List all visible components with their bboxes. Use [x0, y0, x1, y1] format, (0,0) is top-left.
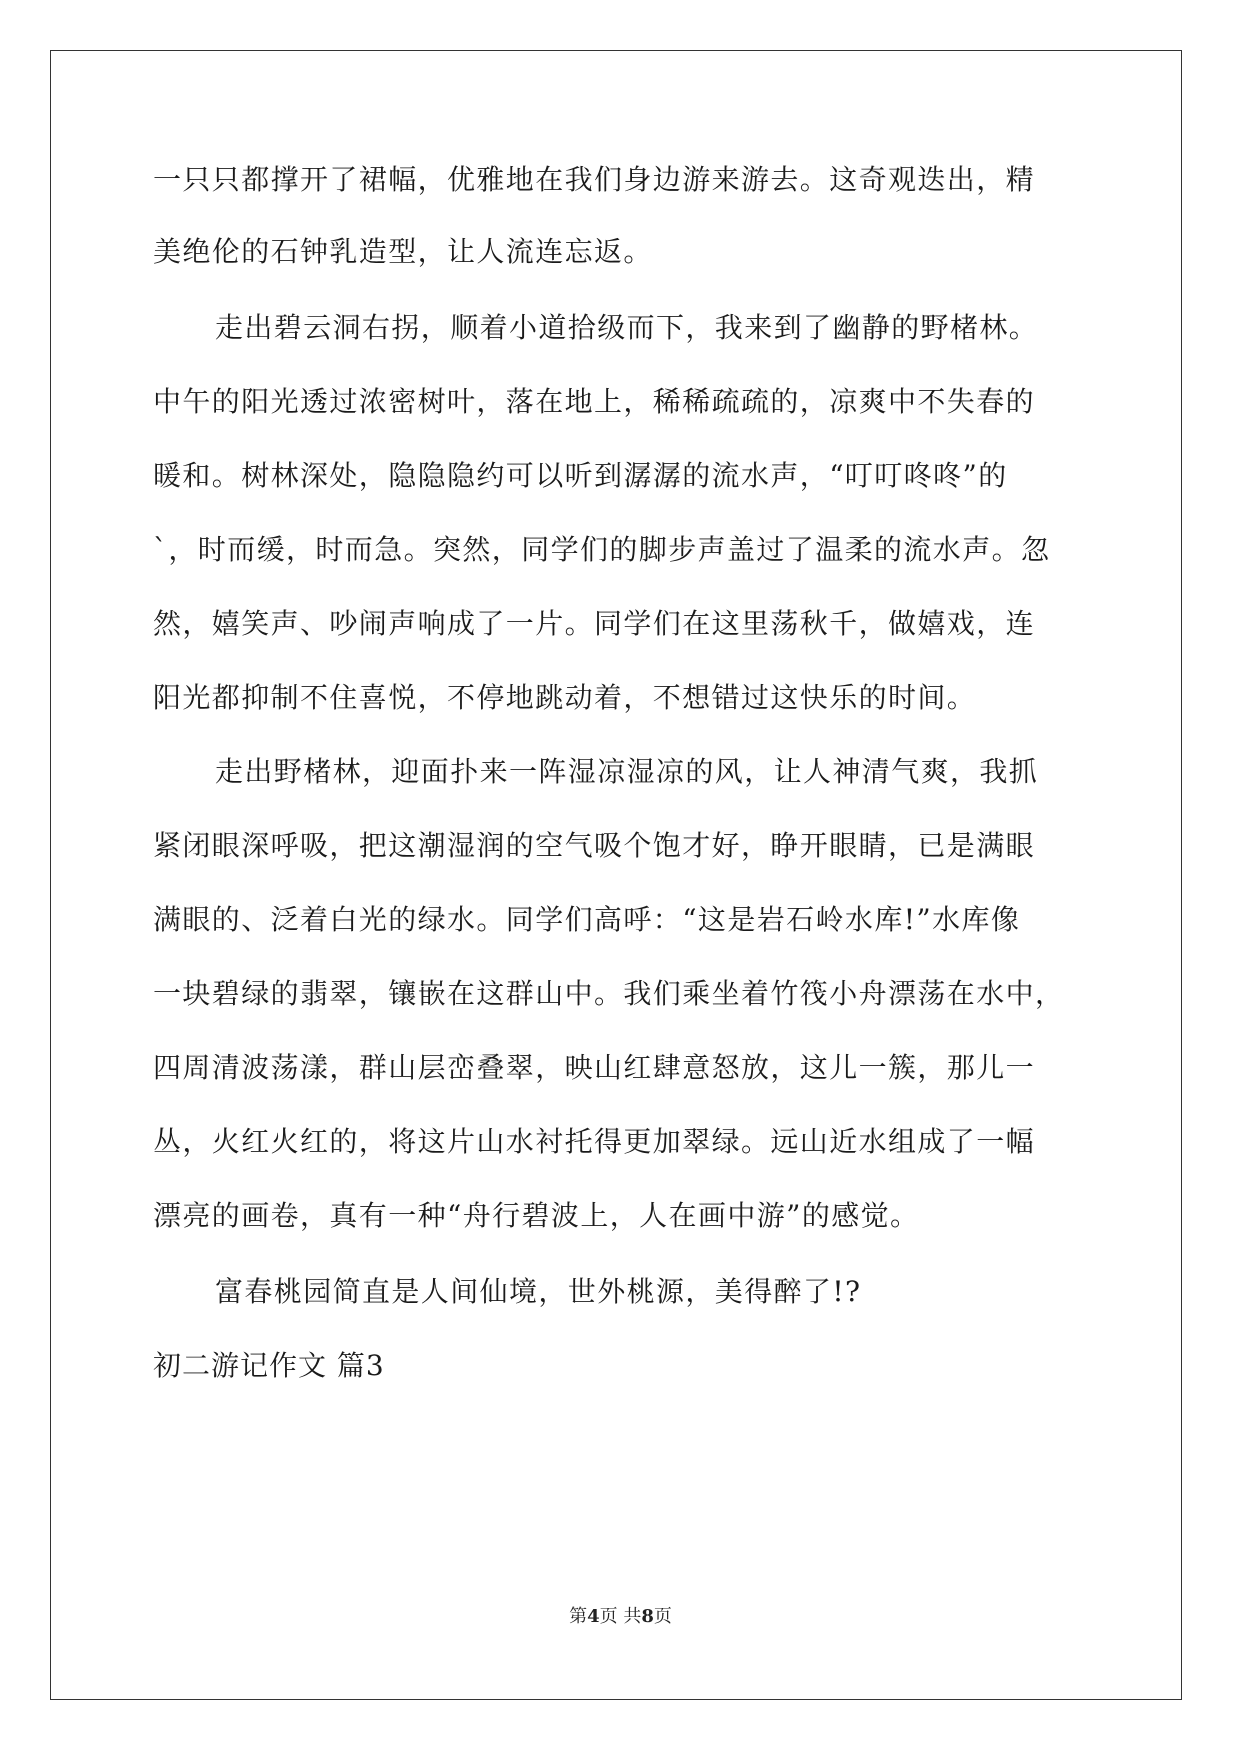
text-line: 丛，火红火红的，将这片山水衬托得更加翠绿。远山近水组成了一幅	[153, 1125, 1036, 1158]
section-heading: 初二游记作文 篇3	[153, 1349, 385, 1382]
text-line: `，时而缓，时而急。突然，同学们的脚步声盖过了温柔的流水声。忽	[153, 533, 1051, 566]
text-line: 富春桃园简直是人间仙境，世外桃源，美得醉了!?	[215, 1275, 862, 1308]
footer-prefix: 第	[569, 1606, 588, 1627]
text-line: 一只只都撑开了裙幅，优雅地在我们身边游来游去。这奇观迭出，精	[153, 163, 1036, 196]
page-footer	[0, 1605, 1241, 1629]
footer-mid: 页 共	[599, 1606, 642, 1627]
text-line: 四周清波荡漾，群山层峦叠翠，映山红肆意怒放，这儿一簇，那儿一	[153, 1051, 1036, 1084]
footer-page-number: 4	[587, 1606, 600, 1627]
text-line: 走出野楮林，迎面扑来一阵湿凉湿凉的风，让人神清气爽，我抓	[215, 755, 1039, 788]
text-line: 暖和。树林深处，隐隐隐约可以听到潺潺的流水声，“叮叮咚咚”的	[153, 459, 1008, 492]
footer-suffix: 页	[653, 1606, 672, 1627]
page-border	[50, 50, 1182, 1700]
text-line: 紧闭眼深呼吸，把这潮湿润的空气吸个饱才好，睁开眼睛，已是满眼	[153, 829, 1036, 862]
footer-total-pages: 8	[641, 1606, 654, 1627]
text-line: 中午的阳光透过浓密树叶，落在地上，稀稀疏疏的，凉爽中不失春的	[153, 385, 1036, 418]
text-line: 一块碧绿的翡翠，镶嵌在这群山中。我们乘坐着竹筏小舟漂荡在水中，	[153, 977, 1065, 1010]
text-line: 走出碧云洞右拐，顺着小道拾级而下，我来到了幽静的野楮林。	[215, 311, 1039, 344]
text-line: 满眼的、泛着白光的绿水。同学们高呼：“这是岩石岭水库!”水库像	[153, 903, 1021, 936]
text-line: 阳光都抑制不住喜悦，不停地跳动着，不想错过这快乐的时间。	[153, 681, 977, 714]
text-line: 美绝伦的石钟乳造型，让人流连忘返。	[153, 235, 653, 268]
text-line: 然，嬉笑声、吵闹声响成了一片。同学们在这里荡秋千，做嬉戏，连	[153, 607, 1036, 640]
text-line: 漂亮的画卷，真有一种“舟行碧波上，人在画中游”的感觉。	[153, 1199, 920, 1232]
